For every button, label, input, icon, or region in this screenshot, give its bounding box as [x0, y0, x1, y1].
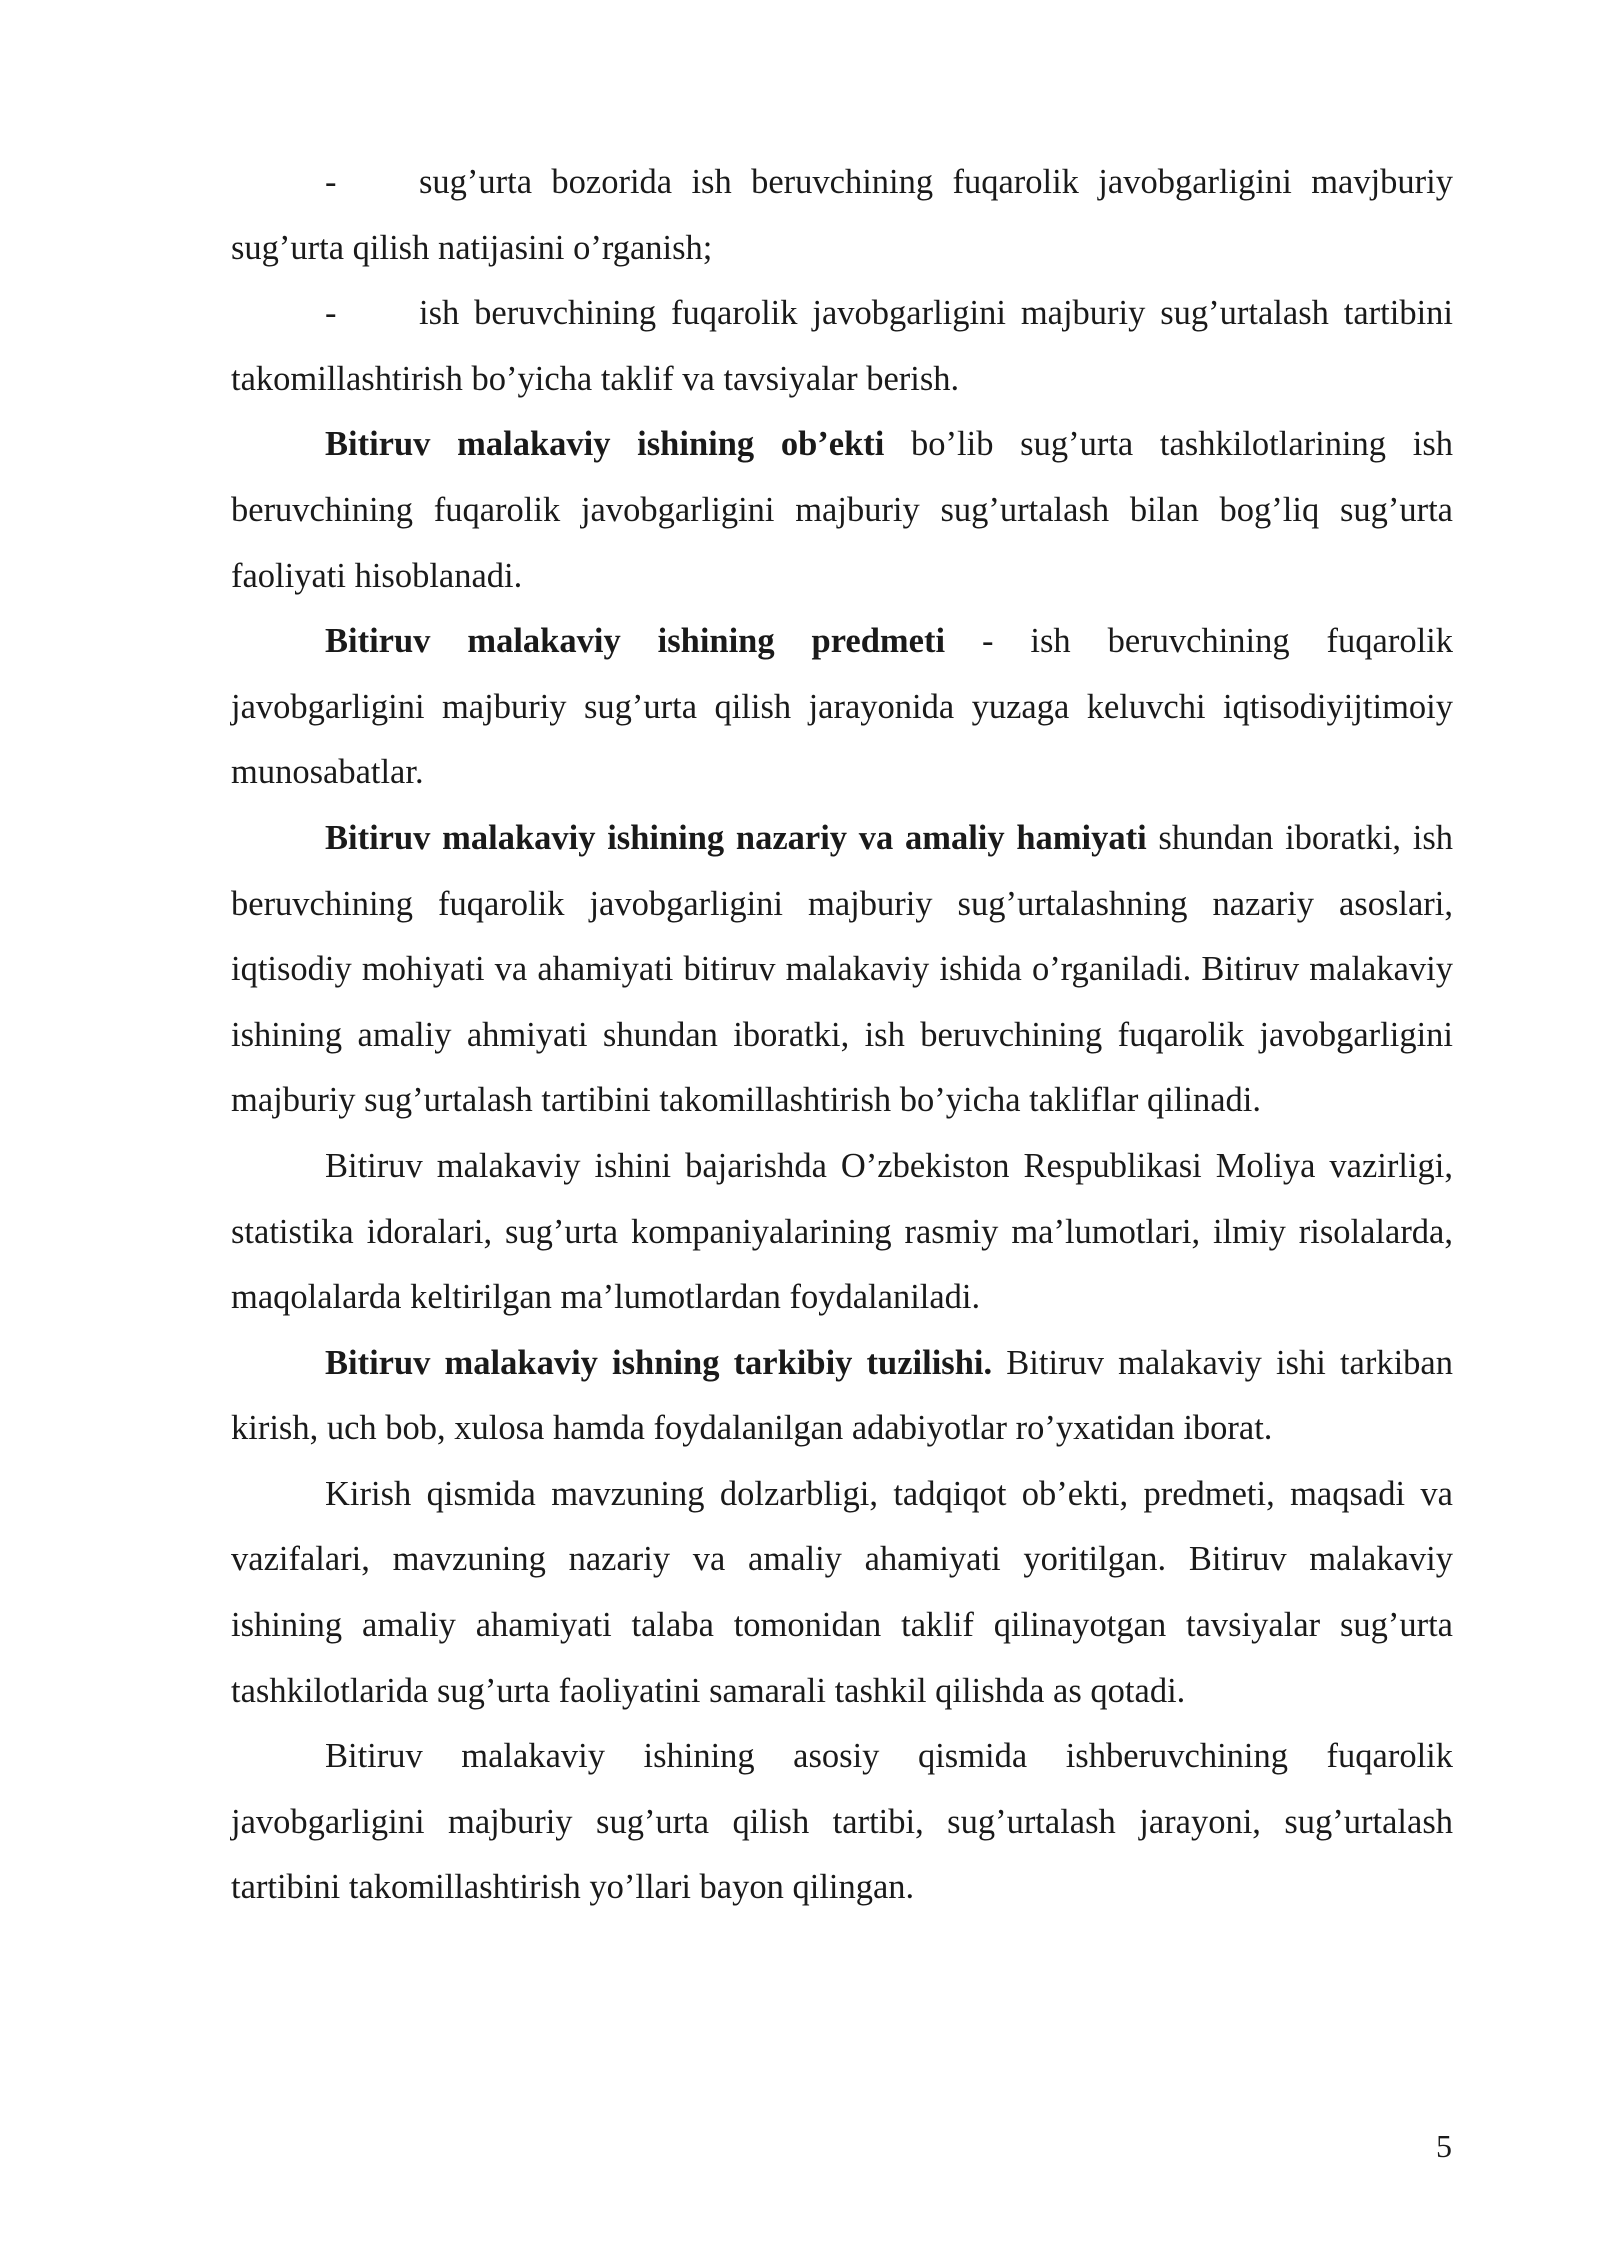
bullet-text: sug’urta bozorida ish beruvchining fuqarolik javobgarligini mavjburiy sug’urta qilish natijasini o’rganish; [231, 163, 1453, 267]
paragraph-object [231, 412, 1453, 609]
paragraph-bold-lead: Bitiruv malakaviy ishining predmeti [325, 622, 946, 661]
paragraph-text: Bitiruv malakaviy ishi tarkiban kirish, uch bob, xulosa hamda foydalanilgan adabiyotlar ro’yxatidan iborat. [231, 1343, 1453, 1448]
paragraph-introduction [231, 1462, 1453, 1724]
paragraph-text: bo’lib sug’urta tashkilotlarining ish beruvchining fuqarolik javobgarligini majburiy sug’urtalash bilan bog’liq sug’urta faoliyati hisoblanadi. [231, 425, 1454, 595]
document-body [231, 150, 1453, 1921]
paragraph-main-part [231, 1724, 1453, 1921]
paragraph-structure [231, 1331, 1453, 1462]
paragraph-text: Bitiruv malakaviy ishini bajarishda O’zbekiston Respublikasi Moliya vazirligi, statistika idoralari, sug’urta kompaniyalarining rasmiy ma’lumotlari, ilmiy risolalarda, maqolalarda keltirilgan ma’lumotlardan foydalaniladi. [231, 1146, 1453, 1317]
paragraph-subject [231, 609, 1453, 806]
paragraph-text: shundan iboratki, ish beruvchining fuqarolik javobgarligini majburiy sug’urtalashning nazariy asoslari, iqtisodiy mohiyati va ahamiyati bitiruv malakaviy ishida o’rganiladi. Bitiruv malakaviy ishining amaliy ahmiyati shundan iboratki, ish beruvchining fuqarolik javobgarligini majburiy sug’urtalash tartibini takomillashtirish bo’yicha takliflar qilinadi. [231, 818, 1454, 1120]
paragraph-sources [231, 1134, 1453, 1331]
bullet-dash: - [325, 294, 337, 333]
paragraph-text: Kirish qismida mavzuning dolzarbligi, tadqiqot ob’ekti, predmeti, maqsadi va vazifalari, mavzuning nazariy va amaliy ahamiyati yoritilgan. Bitiruv malakaviy ishining amaliy ahamiyati talaba tomonidan taklif qilinayotgan tavsiyalar sug’urta tashkilotlarida sug’urta faoliyatini samarali tashkil qilishda as qotadi. [231, 1474, 1453, 1710]
bullet-dash: - [325, 163, 337, 201]
bullet-text: ish beruvchining fuqarolik javobgarligini majburiy sug’urtalash tartibini takomillashtirish bo’yicha taklif va tavsiyalar berish. [231, 294, 1453, 398]
paragraph-bold-lead: Bitiruv malakaviy ishning tarkibiy tuzilishi. [325, 1343, 993, 1382]
page-number: 5 [1436, 2128, 1452, 2164]
paragraph-text: Bitiruv malakaviy ishining asosiy qismida ishberuvchining fuqarolik javobgarligini majburiy sug’urta qilish tartibi, sug’urtalash jarayoni, sug’urtalash tartibini takomillashtirish yo’llari bayon qilingan. [231, 1737, 1453, 1907]
bullet-item [231, 281, 1453, 412]
paragraph-significance [231, 806, 1453, 1134]
paragraph-bold-lead: Bitiruv malakaviy ishining nazariy va amaliy hamiyati [325, 818, 1147, 857]
paragraph-text: - ish beruvchining fuqarolik javobgarligini majburiy sug’urta qilish jarayonida yuzaga keluvchi iqtisodiyijtimoiy munosabatlar. [231, 622, 1453, 792]
bullet-item [231, 150, 1453, 281]
paragraph-bold-lead: Bitiruv malakaviy ishining ob’ekti [325, 425, 885, 464]
